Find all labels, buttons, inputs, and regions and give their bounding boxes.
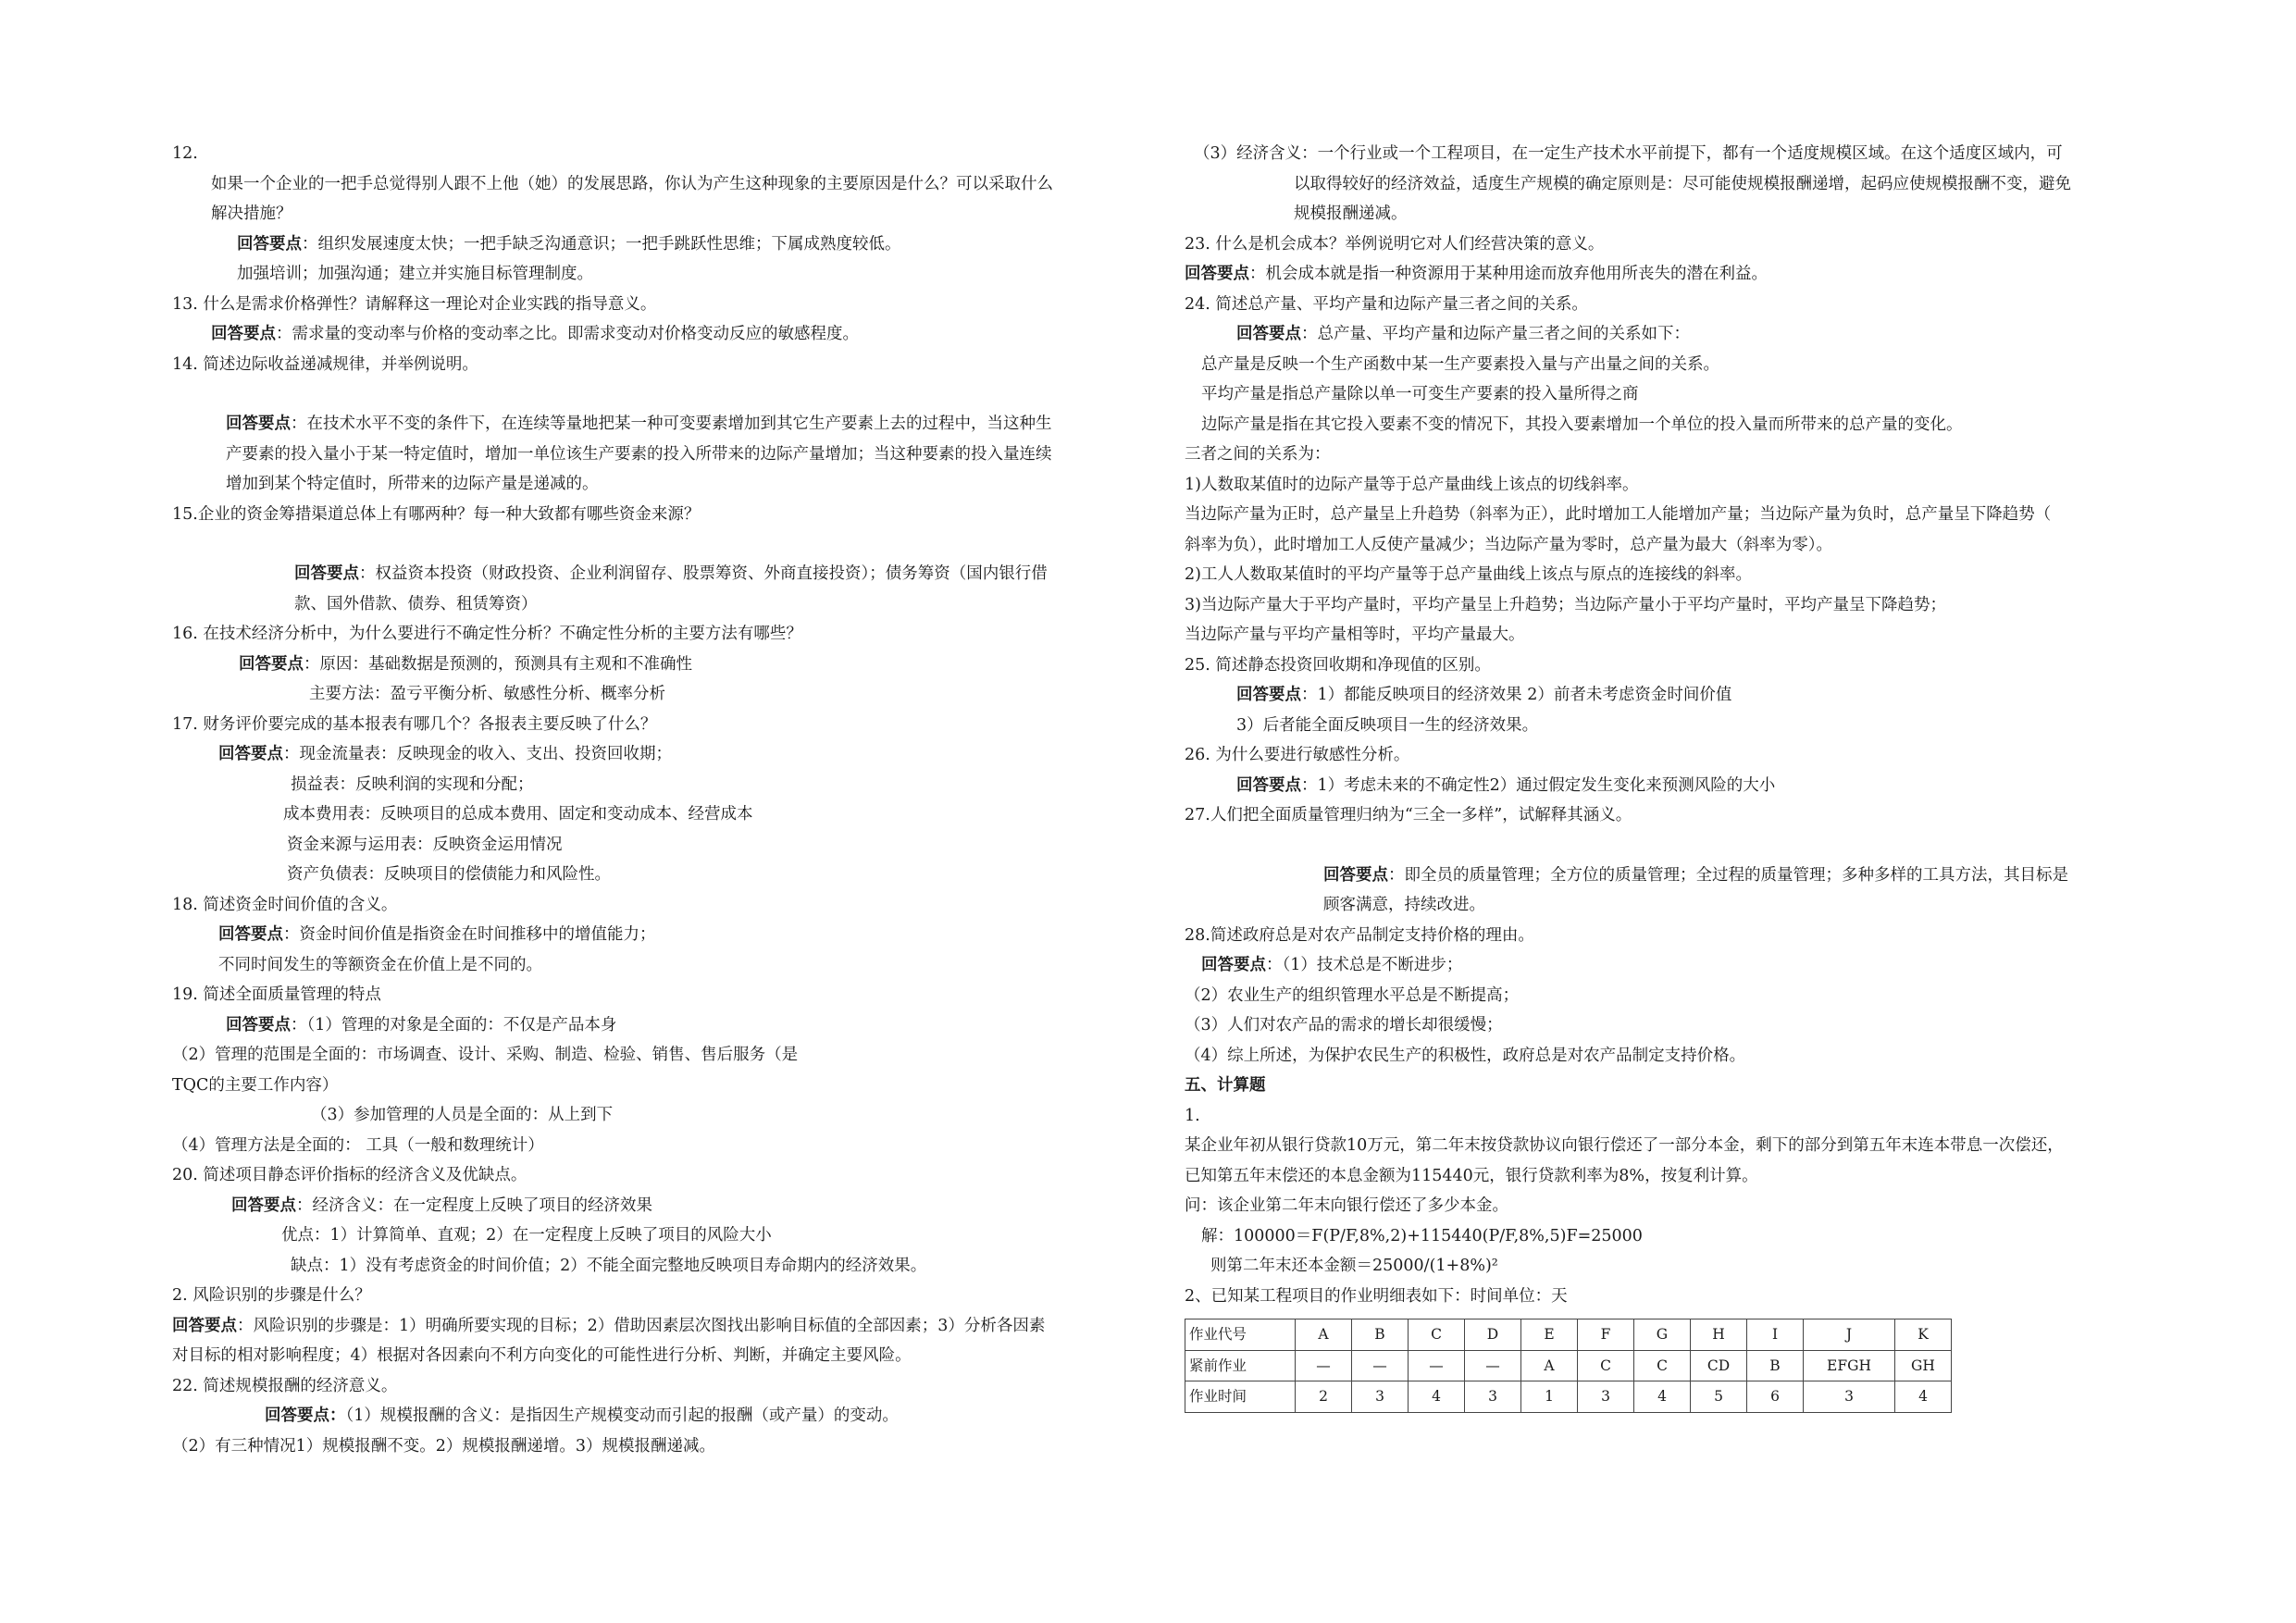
answer-text: ：资金时间价值是指资金在时间推移中的增值能力； xyxy=(283,925,656,944)
answer-text: ：（1）技术总是不断进步； xyxy=(1266,956,1463,974)
q20-answer-line1 xyxy=(172,1191,1135,1221)
answer-text: ：即全员的质量管理；全方位的质量管理；全过程的质量管理；多种多样的工具方法，其目标是 xyxy=(1388,865,2068,885)
activity-table xyxy=(1185,1319,1952,1413)
answer-text: ：风险识别的步骤是：1）明确所要实现的目标；2）借助因素层次图找出影响目标值的全部因素；3）分析各因素 xyxy=(237,1316,1046,1335)
q26-question: 26. 为什么要进行敏感性分析。 xyxy=(1185,746,1410,764)
table-cell: — xyxy=(1352,1350,1409,1381)
table-cell: 2 xyxy=(1296,1381,1352,1413)
q12-number: 12. xyxy=(172,144,198,163)
table-row xyxy=(1185,1381,1952,1413)
answer-label: 回答要点 xyxy=(1236,775,1301,795)
q16-answer-line2: 主要方法：盈亏平衡分析、敏感性分析、概率分析 xyxy=(309,685,665,703)
q18-answer-line1 xyxy=(172,920,1135,950)
q20-question: 20. 简述项目静态评价指标的经济含义及优缺点。 xyxy=(172,1166,527,1184)
section-heading: 五、计算题 xyxy=(1185,1076,1266,1095)
left-column xyxy=(172,139,1135,1461)
q19-answer-line3: TQC的主要工作内容） xyxy=(172,1075,339,1095)
q14-answer-line1 xyxy=(172,409,1135,440)
q14-answer-line3: 增加到某个特定值时，所带来的边际产量是递减的。 xyxy=(226,475,599,493)
table-cell: 4 xyxy=(1895,1381,1952,1413)
answer-label: 回答要点 xyxy=(172,1316,237,1335)
answer-label: 回答要点： xyxy=(265,1406,346,1425)
q24-answer-line9: 2)工人人数取某值时的平均产量等于总产量曲线上该点与原点的连接线的斜率。 xyxy=(1185,565,1752,584)
q13-question: 13. 什么是需求价格弹性？请解释这一理论对企业实践的指导意义。 xyxy=(172,294,657,314)
q22-answer-line3: （3）经济含义：一个行业或一个工程项目，在一定生产技术水平前提下，都有一个适度规模区域。在这个适度区域内，可 xyxy=(1194,144,2063,163)
q28-question: 28.简述政府总是对农产品制定支持价格的理由。 xyxy=(1185,925,1534,945)
row-label: 作业代号 xyxy=(1185,1319,1296,1351)
table-cell: — xyxy=(1409,1350,1465,1381)
calc1-solution-line1: 解：100000＝F(P/F,8%,2)+115440(P/F,8%,5)F=25000 xyxy=(1201,1226,1643,1245)
q25-question: 25. 简述静态投资回收期和净现值的区别。 xyxy=(1185,655,1491,675)
q28-answer-line4: （4）综上所述，为保护农民生产的积极性，政府总是对农产品制定支持价格。 xyxy=(1185,1046,1746,1065)
table-cell: J xyxy=(1804,1319,1895,1351)
answer-text: ：在技术水平不变的条件下，在连续等量地把某一种可变要素增加到其它生产要素上去的过程中，当这种生 xyxy=(291,415,1052,433)
q14-answer-line2: 产要素的投入量小于某一特定值时，增加一单位该生产要素的投入所带来的边际产量增加；当这种要素的投入量连续 xyxy=(226,444,1052,464)
calc2-problem: 2、已知某工程项目的作业明细表如下：时间单位：天 xyxy=(1185,1286,1568,1306)
q24-answer-line7: 当边际产量为正时，总产量呈上升趋势（斜率为正），此时增加工人能增加产量；当边际产量为负时，总产量呈下降趋势（ xyxy=(1185,505,2052,524)
q17-answer-line1 xyxy=(172,739,1135,770)
q19-answer-line1 xyxy=(172,1010,1135,1041)
answer-text: ：权益资本投资（财政投资、企业利润留存、股票筹资、外商直接投资）；债务筹资（国内银行借 xyxy=(359,564,1048,583)
table-cell: — xyxy=(1465,1350,1521,1381)
table-cell: 1 xyxy=(1521,1381,1578,1413)
q23-question: 23. 什么是机会成本？举例说明它对人们经营决策的意义。 xyxy=(1185,234,1605,254)
q21-answer-line1 xyxy=(172,1311,1135,1342)
q20-answer-line3: 缺点：1）没有考虑资金的时间价值；2）不能全面完整地反映项目寿命期内的经济效果。 xyxy=(291,1256,927,1275)
answer-label: 回答要点 xyxy=(294,564,359,583)
q24-answer-line3: 平均产量是指总产量除以单一可变生产要素的投入量所得之商 xyxy=(1201,385,1639,403)
table-cell: G xyxy=(1634,1319,1691,1351)
answer-text: ：（1）管理的对象是全面的：不仅是产品本身 xyxy=(291,1015,617,1035)
table-cell: 3 xyxy=(1465,1381,1521,1413)
q27-answer-line2: 顾客满意，持续改进。 xyxy=(1323,896,1485,914)
q17-answer-line3: 成本费用表：反映项目的总成本费用、固定和变动成本、经营成本 xyxy=(283,805,753,824)
table-cell: EFGH xyxy=(1804,1350,1895,1381)
table-row xyxy=(1185,1319,1952,1351)
q24-answer-line11: 当边际产量与平均产量相等时，平均产量最大。 xyxy=(1185,626,1525,644)
q22-answer-line1 xyxy=(172,1401,1135,1431)
q22-answer-line4: 以取得较好的经济效益，适度生产规模的确定原则是：尽可能使规模报酬递增，起码应使规模报酬不变，避免 xyxy=(1294,174,2071,193)
q15-answer-line2: 款、国外借款、债券、租赁筹资） xyxy=(294,594,538,613)
table-cell: B xyxy=(1747,1350,1804,1381)
q28-answer-line1 xyxy=(1185,950,2152,981)
table-cell: 6 xyxy=(1747,1381,1804,1413)
answer-label: 回答要点 xyxy=(1201,956,1266,974)
table-cell: F xyxy=(1578,1319,1634,1351)
q17-answer-line4: 资金来源与运用表：反映资金运用情况 xyxy=(287,835,563,854)
answer-label: 回答要点 xyxy=(218,925,283,944)
row-label: 作业时间 xyxy=(1185,1381,1296,1413)
table-row xyxy=(1185,1350,1952,1381)
q12-answer-line1 xyxy=(172,229,1135,260)
q28-answer-line3: （3）人们对农产品的需求的增长却很缓慢； xyxy=(1185,1016,1503,1035)
table-cell: E xyxy=(1521,1319,1578,1351)
answer-label: 回答要点 xyxy=(1323,865,1388,885)
q24-answer-line2: 总产量是反映一个生产函数中某一生产要素投入量与产出量之间的关系。 xyxy=(1201,354,1719,374)
q17-answer-line5: 资产负债表：反映项目的偿债能力和风险性。 xyxy=(287,865,611,884)
answer-text: （1）规模报酬的含义：是指因生产规模变动而引起的报酬（或产量）的变动。 xyxy=(345,1406,899,1425)
table-cell: 3 xyxy=(1578,1381,1634,1413)
q24-answer-line1 xyxy=(1185,319,2152,350)
q25-answer-line2: 3）后者能全面反映项目一生的经济效果。 xyxy=(1236,715,1539,735)
answer-text: ：原因：基础数据是预测的，预测具有主观和不准确性 xyxy=(304,654,692,674)
table-cell: 5 xyxy=(1691,1381,1747,1413)
answer-label: 回答要点 xyxy=(218,745,283,763)
table-cell: 3 xyxy=(1352,1381,1409,1413)
answer-label: 回答要点 xyxy=(237,234,302,254)
calc1-number: 1. xyxy=(1185,1106,1200,1125)
q19-question: 19. 简述全面质量管理的特点 xyxy=(172,985,381,1004)
table-cell: 3 xyxy=(1804,1381,1895,1413)
q12-answer-line2: 加强培训；加强沟通；建立并实施目标管理制度。 xyxy=(237,265,593,283)
row-label: 紧前作业 xyxy=(1185,1350,1296,1381)
q12-question-line1: 如果一个企业的一把手总觉得别人跟不上他（她）的发展思路，你认为产生这种现象的主要原因是什么？可以采取什么 xyxy=(211,174,1053,193)
q27-answer-line1 xyxy=(1185,861,2152,891)
q16-answer-line1 xyxy=(172,650,1135,680)
answer-text: ：组织发展速度太快；一把手缺乏沟通意识；一把手跳跃性思维；下属成熟度较低。 xyxy=(302,234,901,254)
q21-answer-line2: 对目标的相对影响程度；4）根据对各因素向不利方向变化的可能性进行分析、判断，并确定主要风险。 xyxy=(172,1346,912,1365)
answer-label: 回答要点 xyxy=(239,654,304,674)
q26-answer xyxy=(1185,771,2152,801)
table-cell: H xyxy=(1691,1319,1747,1351)
q18-question: 18. 简述资金时间价值的含义。 xyxy=(172,895,398,914)
table-cell: D xyxy=(1465,1319,1521,1351)
answer-text: ：总产量、平均产量和边际产量三者之间的关系如下： xyxy=(1301,325,1690,343)
q19-answer-line5: （4）管理方法是全面的： 工具（一般和数理统计） xyxy=(172,1135,544,1155)
table-cell: — xyxy=(1296,1350,1352,1381)
q12-question-line2: 解决措施？ xyxy=(211,204,292,223)
table-cell: C xyxy=(1409,1319,1465,1351)
answer-label: 回答要点 xyxy=(1185,265,1249,283)
q28-answer-line2: （2）农业生产的组织管理水平总是不断提高； xyxy=(1185,985,1520,1005)
q15-answer-line1 xyxy=(172,559,1135,589)
calc1-problem-line3: 问：该企业第二年末向银行偿还了多少本金。 xyxy=(1185,1196,1508,1215)
q27-question: 27.人们把全面质量管理归纳为“三全一多样”，试解释其涵义。 xyxy=(1185,806,1632,824)
table-cell: GH xyxy=(1895,1350,1952,1381)
answer-text: ：经济含义：在一定程度上反映了项目的经济效果 xyxy=(296,1196,652,1215)
q17-answer-line2: 损益表：反映利润的实现和分配； xyxy=(291,774,534,794)
answer-text: ：需求量的变动率与价格的变动率之比。即需求变动对价格变动反应的敏感程度。 xyxy=(276,325,859,343)
q24-answer-line4: 边际产量是指在其它投入要素不变的情况下，其投入要素增加一个单位的投入量而所带来的总产量的变化。 xyxy=(1201,415,1963,434)
q23-answer xyxy=(1185,259,2152,290)
answer-text: ：现金流量表：反映现金的收入、支出、投资回收期； xyxy=(283,745,672,763)
q24-answer-line6: 1)人数取某值时的边际产量等于总产量曲线上该点的切线斜率。 xyxy=(1185,475,1639,494)
calc1-solution-line2: 则第二年末还本金额＝25000/(1+8%)² xyxy=(1210,1257,1498,1275)
answer-label: 回答要点 xyxy=(226,1015,291,1035)
q13-answer xyxy=(172,319,1135,350)
q22-answer-line2: （2）有三种情况1）规模报酬不变。2）规模报酬递增。3）规模报酬递减。 xyxy=(172,1436,716,1456)
q25-answer-line1 xyxy=(1185,680,2152,711)
q19-answer-line2: （2）管理的范围是全面的：市场调查、设计、采购、制造、检验、销售、售后服务（是 xyxy=(172,1046,799,1064)
q24-answer-line5: 三者之间的关系为： xyxy=(1185,445,1331,464)
q24-question: 24. 简述总产量、平均产量和边际产量三者之间的关系。 xyxy=(1185,294,1588,314)
table-cell: 4 xyxy=(1634,1381,1691,1413)
table-cell: B xyxy=(1352,1319,1409,1351)
answer-label: 回答要点 xyxy=(1236,325,1301,343)
q20-answer-line2: 优点：1）计算简单、直观；2）在一定程度上反映了项目的风险大小 xyxy=(281,1226,772,1245)
answer-label: 回答要点 xyxy=(226,415,291,433)
answer-text: ：1）都能反映项目的经济效果 2）前者未考虑资金时间价值 xyxy=(1301,686,1732,704)
q22-answer-line5: 规模报酬递减。 xyxy=(1294,204,1408,223)
q24-answer-line10: 3)当边际产量大于平均产量时，平均产量呈上升趋势；当边际产量小于平均产量时，平均产量呈下降趋势； xyxy=(1185,595,1946,614)
table-cell: K xyxy=(1895,1319,1952,1351)
q18-answer-line2: 不同时间发生的等额资金在价值上是不同的。 xyxy=(218,955,542,974)
q16-question: 16. 在技术经济分析中，为什么要进行不确定性分析？不确定性分析的主要方法有哪些？ xyxy=(172,625,802,643)
q24-answer-line8: 斜率为负），此时增加工人反使产量减少；当边际产量为零时，总产量为最大（斜率为零）。 xyxy=(1185,535,1832,554)
table-cell: CD xyxy=(1691,1350,1747,1381)
q22-question: 22. 简述规模报酬的经济意义。 xyxy=(172,1376,398,1395)
answer-text: ：1）考虑未来的不确定性2）通过假定发生变化来预测风险的大小 xyxy=(1301,775,1776,795)
table-cell: I xyxy=(1747,1319,1804,1351)
calc1-problem-line2: 已知第五年末偿还的本息金额为115440元，银行贷款利率为8%，按复利计算。 xyxy=(1185,1166,1758,1185)
table-cell: C xyxy=(1578,1350,1634,1381)
answer-label: 回答要点 xyxy=(211,325,276,343)
right-column xyxy=(1185,139,2152,1413)
q15-question: 15.企业的资金筹措渠道总体上有哪两种？每一种大致都有哪些资金来源？ xyxy=(172,504,701,524)
answer-text: ：机会成本就是指一种资源用于某种用途而放弃他用所丧失的潜在利益。 xyxy=(1249,265,1768,283)
table-cell: A xyxy=(1521,1350,1578,1381)
answer-label: 回答要点 xyxy=(231,1196,296,1215)
q19-answer-line4: （3）参加管理的人员是全面的：从上到下 xyxy=(311,1106,614,1124)
calc1-problem-line1: 某企业年初从银行贷款10万元，第二年末按贷款协议向银行偿还了一部分本金，剩下的部分到第五年末连本带息一次偿还， xyxy=(1185,1136,2064,1155)
table-cell: A xyxy=(1296,1319,1352,1351)
q14-question: 14. 简述边际收益递减规律，并举例说明。 xyxy=(172,354,478,374)
table-cell: 4 xyxy=(1409,1381,1465,1413)
answer-label: 回答要点 xyxy=(1236,686,1301,704)
q17-question: 17. 财务评价要完成的基本报表有哪几个？各报表主要反映了什么？ xyxy=(172,714,657,734)
q21-question: 2. 风险识别的步骤是什么？ xyxy=(172,1286,371,1305)
table-cell: C xyxy=(1634,1350,1691,1381)
